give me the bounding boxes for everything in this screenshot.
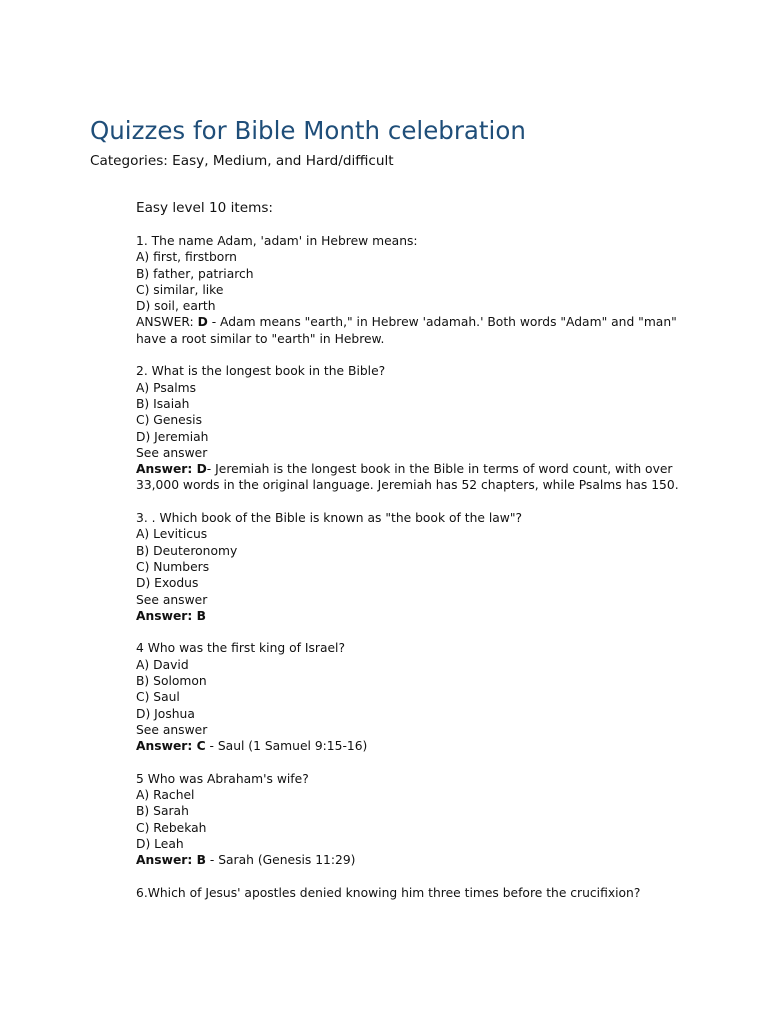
answer-label: Answer: bbox=[136, 462, 197, 477]
option-b: B) Sarah bbox=[136, 804, 189, 819]
option-a: A) Psalms bbox=[136, 380, 197, 395]
option-d: D) soil, earth bbox=[136, 299, 216, 314]
option-c: C) similar, like bbox=[136, 282, 224, 297]
question-text: 2. What is the longest book in the Bible? bbox=[136, 364, 386, 379]
option-c: C) Genesis bbox=[136, 413, 202, 428]
answer-line bbox=[136, 738, 696, 754]
question-block-5 bbox=[136, 771, 696, 869]
option-d: D) Joshua bbox=[136, 706, 195, 721]
option-c: C) Saul bbox=[136, 690, 180, 705]
question-block-3 bbox=[136, 510, 696, 624]
see-answer-link[interactable]: See answer bbox=[136, 445, 208, 460]
option-b: B) Solomon bbox=[136, 674, 207, 689]
question-block-4 bbox=[136, 640, 696, 754]
option-b: B) Isaiah bbox=[136, 396, 190, 411]
question-block-6 bbox=[136, 885, 696, 901]
answer-line bbox=[136, 461, 696, 494]
option-c: C) Rebekah bbox=[136, 820, 207, 835]
question-text: 3. . Which book of the Bible is known as "the book of the law"? bbox=[136, 511, 523, 526]
answer-key: C bbox=[196, 739, 206, 754]
answer-line bbox=[136, 314, 696, 347]
question-text: 1. The name Adam, 'adam' in Hebrew means: bbox=[136, 234, 418, 248]
see-answer-link[interactable]: See answer bbox=[136, 592, 208, 607]
option-b: B) father, patriarch bbox=[136, 266, 254, 281]
answer-key: D bbox=[197, 315, 208, 330]
answer-line bbox=[136, 608, 696, 624]
question-block-2 bbox=[136, 363, 696, 493]
answer-label: Answer: bbox=[136, 739, 197, 754]
see-answer-link[interactable]: See answer bbox=[136, 722, 208, 737]
question-block-1 bbox=[136, 233, 696, 347]
question-text: 4 Who was the first king of Israel? bbox=[136, 641, 345, 656]
option-d: D) Exodus bbox=[136, 576, 199, 591]
question-text: 5 Who was Abraham's wife? bbox=[136, 771, 309, 786]
answer-key: B bbox=[196, 608, 206, 623]
quiz-content bbox=[136, 198, 696, 917]
answer-explanation: - Jeremiah is the longest book in the Bible in terms of word count, with over 33,000 words in the original language. Jeremiah has 52 chapters, while Psalms has 150. bbox=[136, 462, 679, 493]
option-c: C) Numbers bbox=[136, 559, 210, 574]
answer-label: Answer: bbox=[136, 853, 197, 868]
answer-label: Answer: bbox=[136, 608, 197, 623]
option-b: B) Deuteronomy bbox=[136, 543, 238, 558]
page-title: Quizzes for Bible Month celebration bbox=[90, 116, 526, 145]
option-a: A) Leviticus bbox=[136, 527, 208, 542]
page-subtitle: Categories: Easy, Medium, and Hard/difficult bbox=[90, 153, 394, 169]
level-heading: Easy level 10 items: bbox=[136, 200, 274, 216]
answer-explanation: - Adam means "earth," in Hebrew 'adamah.' Both words "Adam" and "man" have a root similar to "earth" in Hebrew. bbox=[136, 315, 677, 346]
question-text: 6.Which of Jesus' apostles denied knowing him three times before the crucifixion? bbox=[136, 885, 641, 900]
option-a: A) first, firstborn bbox=[136, 250, 237, 265]
answer-explanation: - Sarah (Genesis 11:29) bbox=[205, 853, 356, 868]
option-a: A) Rachel bbox=[136, 788, 195, 803]
option-d: D) Leah bbox=[136, 836, 184, 851]
answer-explanation: - Saul (1 Samuel 9:15-16) bbox=[205, 739, 368, 754]
answer-label: ANSWER: bbox=[136, 315, 198, 330]
answer-key: D bbox=[196, 462, 207, 477]
option-d: D) Jeremiah bbox=[136, 429, 209, 444]
answer-key: B bbox=[196, 853, 206, 868]
answer-line bbox=[136, 852, 696, 868]
option-a: A) David bbox=[136, 657, 189, 672]
